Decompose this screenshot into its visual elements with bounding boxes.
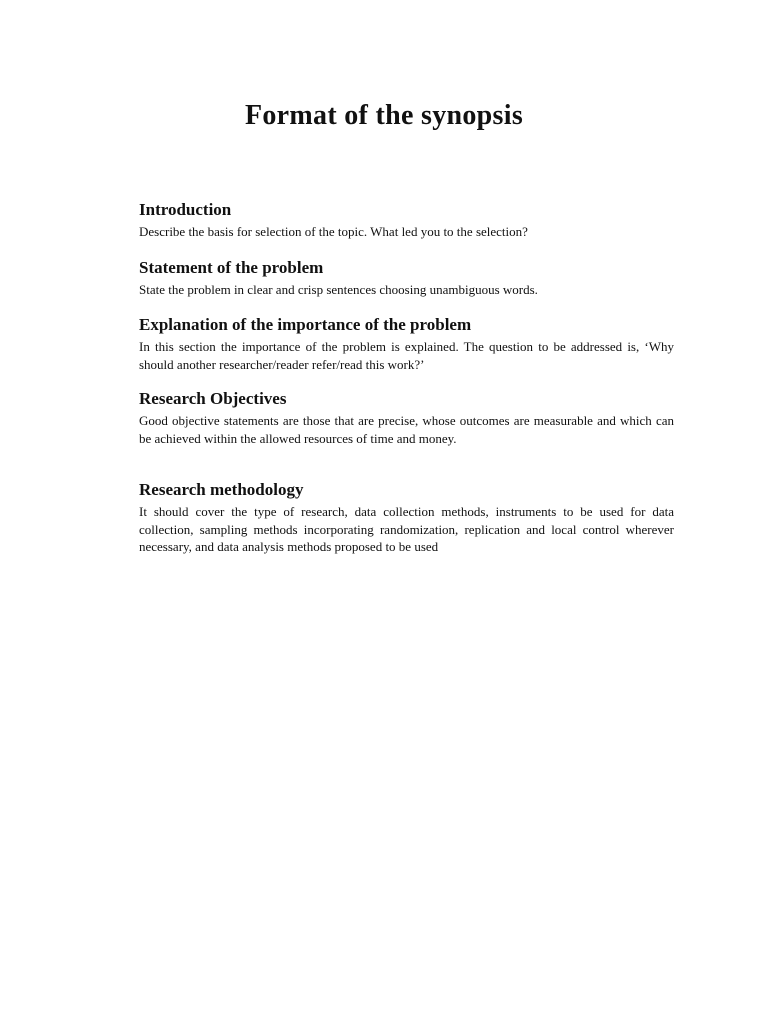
- section-introduction: [139, 199, 674, 241]
- section-heading-research-methodology: Research methodology: [139, 480, 304, 499]
- section-statement-of-problem: [139, 257, 674, 299]
- section-heading-research-objectives: Research Objectives: [139, 389, 287, 408]
- document-title: Format of the synopsis: [244, 100, 524, 131]
- section-body-statement-of-problem: State the problem in clear and crisp sentences choosing unambiguous words.: [139, 282, 538, 297]
- section-heading-statement-of-problem: Statement of the problem: [139, 258, 324, 277]
- section-heading-introduction: Introduction: [139, 200, 232, 219]
- section-heading-importance-of-problem: Explanation of the importance of the problem: [139, 315, 472, 334]
- section-importance-of-problem: [139, 314, 674, 373]
- section-body-research-methodology: It should cover the type of research, data collection methods, instruments to be used for data collection, sampling methods incorporating randomization, replication and local control wherever necessary, and data analysis methods proposed to be used: [139, 504, 674, 554]
- section-research-objectives: [139, 388, 674, 447]
- section-body-importance-of-problem: In this section the importance of the problem is explained. The question to be addressed is, ‘Why should another researcher/reader refer/read this work?’: [139, 339, 674, 372]
- section-body-introduction: Describe the basis for selection of the topic. What led you to the selection?: [139, 224, 528, 239]
- section-body-research-objectives: Good objective statements are those that are precise, whose outcomes are measurable and which can be achieved within the allowed resources of time and money.: [139, 413, 674, 446]
- section-research-methodology: [139, 479, 674, 556]
